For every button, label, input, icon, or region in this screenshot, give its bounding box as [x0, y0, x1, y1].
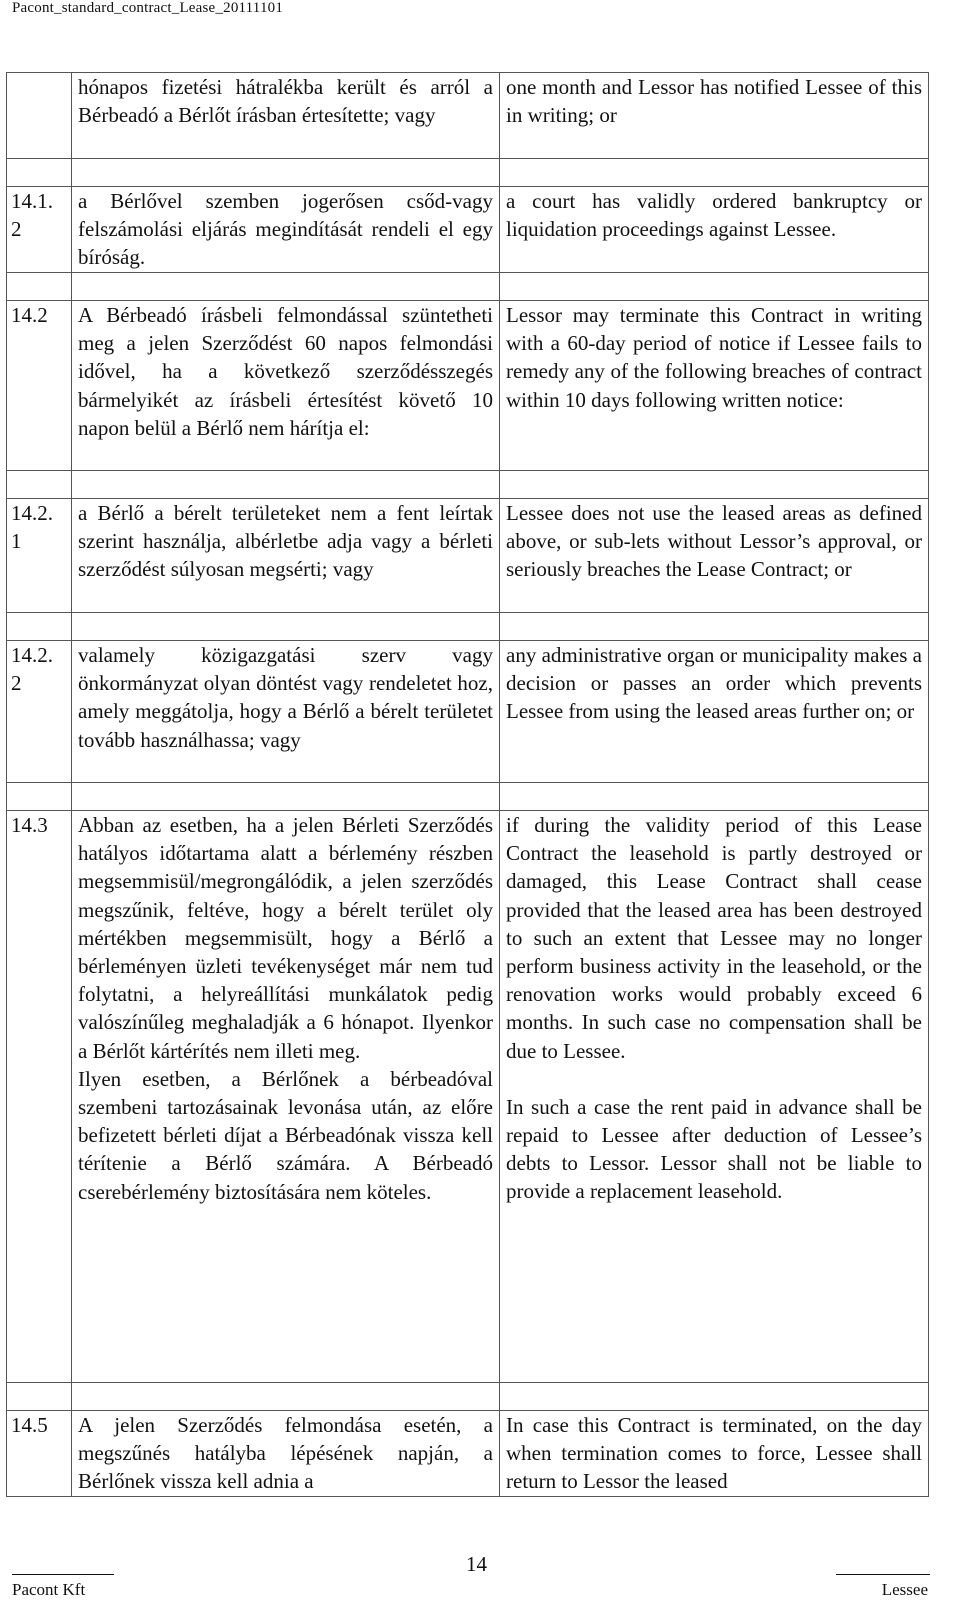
clause-number: 14.5 — [7, 1411, 72, 1497]
clause-number: 14.1. 2 — [7, 187, 72, 273]
clause-number: 14.2. 1 — [7, 499, 72, 613]
spacer-row — [7, 159, 929, 187]
table-row — [7, 1411, 929, 1497]
hungarian-text: A jelen Szerződés felmondása esetén, a megszűnés hatályba lépésének napján, a Bérlőnek vissza kell adnia a — [72, 1411, 500, 1497]
document-filename-header: Pacont_standard_contract_Lease_20111101 — [12, 0, 284, 16]
footer-party-lessee: Lessee — [881, 1580, 928, 1599]
english-text: if during the validity period of this Lease Contract the leasehold is partly destroyed or damaged, this Lease Contract shall cease provided that the leased area has been destroyed to such an extent that Lessee may no longer perform business activity in the leasehold, or the renovation works would probably exceed 6 months. In such case no compensation shall be due to Lessee. — [506, 813, 922, 1063]
clause-number — [7, 73, 72, 159]
spacer-row — [7, 613, 929, 641]
spacer-row — [7, 471, 929, 499]
hungarian-text: A Bérbeadó írásbeli felmondással szüntetheti meg a jelen Szerződést 60 napos felmondási idővel, ha a következő szerződésszegés bármelyikét az írásbeli értesítést követő 10 napon belül a Bérlő nem hárítja el: — [72, 301, 500, 471]
spacer-row — [7, 273, 929, 301]
table-row — [7, 641, 929, 783]
hungarian-text: valamely közigazgatási szerv vagy önkormányzat olyan döntést vagy rendeletet hoz, amely meggátolja, hogy a Bérlő a bérelt területet tovább használhassa; vagy — [72, 641, 500, 783]
hungarian-text: a Bérlővel szemben jogerősen csőd-vagy felszámolási eljárás megindítását rendeli el egy bíróság. — [72, 187, 500, 273]
footer-party-lessor: Pacont Kft — [12, 1580, 86, 1599]
table-row — [7, 811, 929, 1383]
english-text: a court has validly ordered bankruptcy or liquidation proceedings against Lessee. — [500, 187, 929, 273]
table-row — [7, 187, 929, 273]
spacer-row — [7, 1383, 929, 1411]
clause-number: 14.2. 2 — [7, 641, 72, 783]
english-text: any administrative organ or municipality makes a decision or passes an order which prevents Lessee from using the leased areas further on; or — [500, 641, 929, 783]
signature-line-left — [12, 1574, 114, 1575]
hungarian-text: hónapos fizetési hátralékba került és arról a Bérbeadó a Bérlőt írásban értesítette; vagy — [72, 73, 500, 159]
spacer-row — [7, 783, 929, 811]
table-row — [7, 73, 929, 159]
table-row — [7, 499, 929, 613]
bilingual-contract-table — [6, 72, 929, 1497]
english-text: Lessee does not use the leased areas as defined above, or sub-lets without Lessor’s approval, or seriously breaches the Lease Contract; or — [500, 499, 929, 613]
clause-number: 14.3 — [7, 811, 72, 1383]
clause-number: 14.2 — [7, 301, 72, 471]
english-text: Lessor may terminate this Contract in writing with a 60-day period of notice if Lessee fails to remedy any of the following breaches of contract within 10 days following written notice: — [500, 301, 929, 471]
english-text: one month and Lessor has notified Lessee of this in writing; or — [500, 73, 929, 159]
hungarian-text: a Bérlő a bérelt területeket nem a fent leírtak szerint használja, albérletbe adja vagy a bérleti szerződést súlyosan megsérti; vagy — [72, 499, 500, 613]
english-text: In case this Contract is terminated, on the day when termination comes to force, Lessee shall return to Lessor the leased — [500, 1411, 929, 1497]
table-row — [7, 301, 929, 471]
hungarian-text-continued: Ilyen esetben, a Bérlőnek a bérbeadóval szembeni tartozásainak levonása után, az előre befizetett bérleti díjat a Bérbeadónak vissza kell térítenie a Bérlő számára. A Bérbeadó cserebérlemény biztosítására nem köteles. — [78, 1066, 493, 1204]
english-text-continued: In such a case the rent paid in advance shall be repaid to Lessee after deduction of Lessee’s debts to Lessor. Lessor shall not be liable to provide a replacement leasehold. — [506, 1094, 922, 1204]
hungarian-text: Abban az esetben, ha a jelen Bérleti Szerződés hatályos időtartama alatt a bérlemény részben megsemmisül/megrongálódik, a jelen szerződés megszűnik, feltéve, hogy a bérelt terület oly mértékben megsemmisült, hogy a Bérlő a bérleményen üzleti tevékenységet már nem tud folytatni, a helyreállítási munkálatok pedig valószínűleg meghaladják a 6 hónapot. Ilyenkor a Bérlőt kártérítés nem illeti meg. — [78, 813, 493, 1063]
signature-line-right — [836, 1574, 930, 1575]
page-number: 14 — [466, 1552, 487, 1576]
